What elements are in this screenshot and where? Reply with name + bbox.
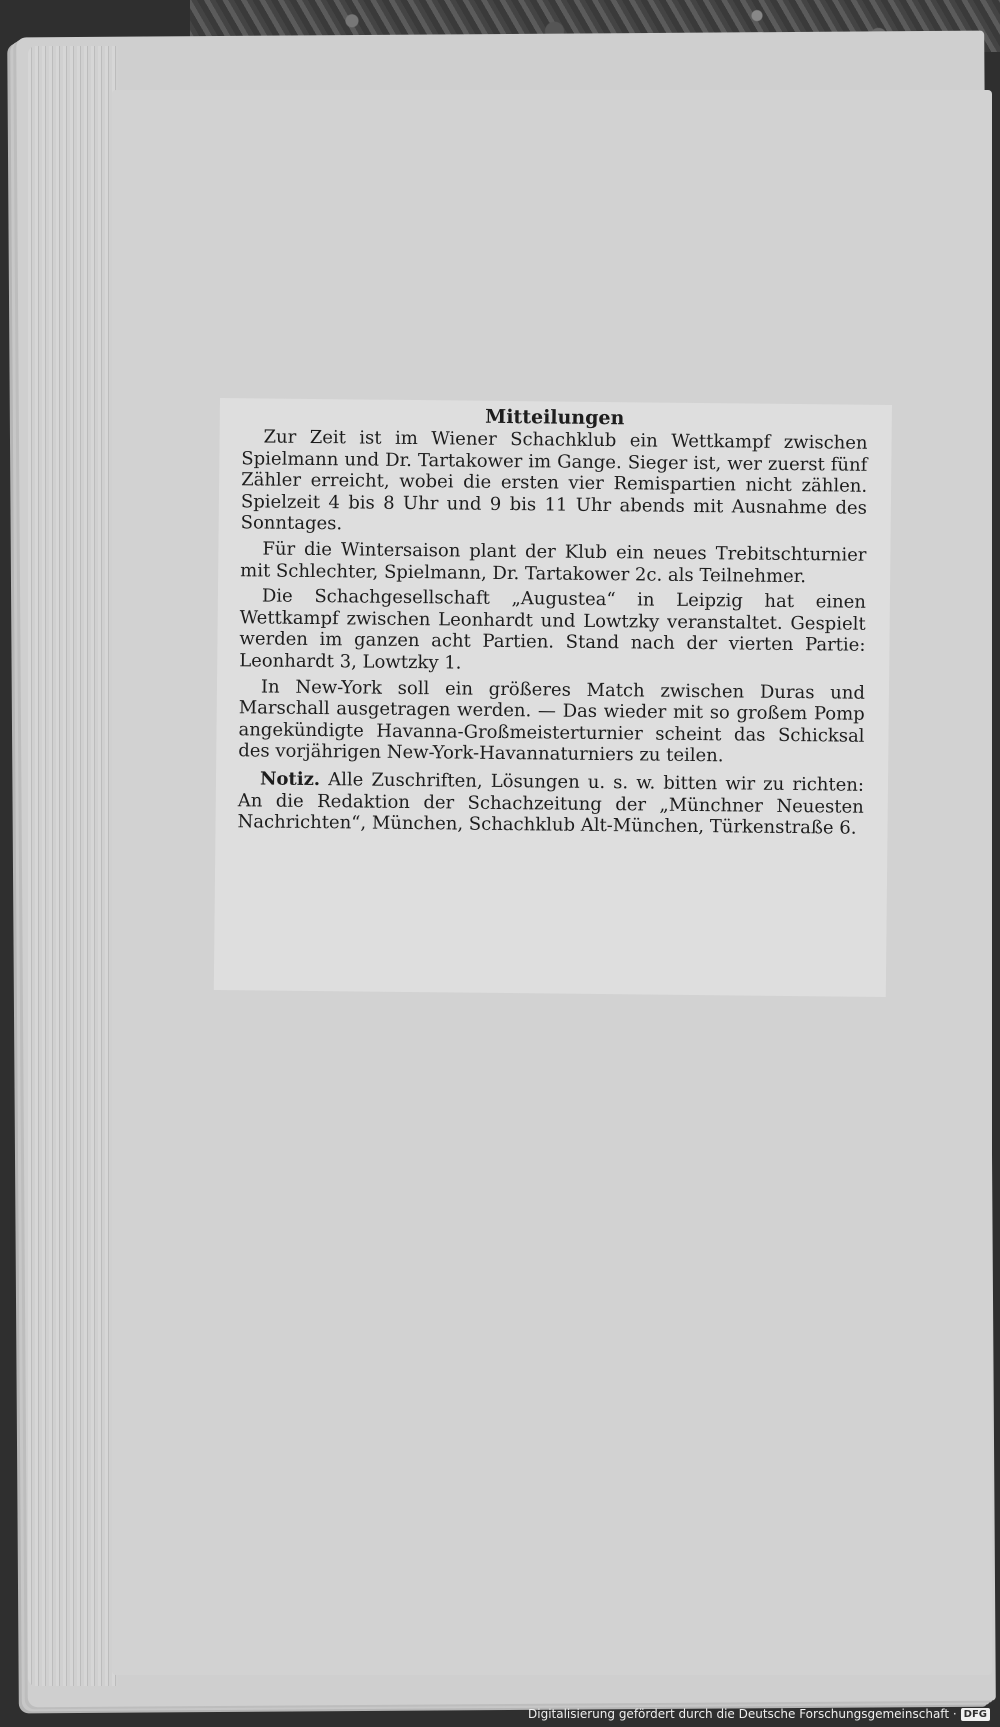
- paragraph-wintersaison: Für die Wintersaison plant der Klub ein neues Trebitschturnier mit Schlechter, Spielmann, Dr. Tartakower 2c. als Teilnehmer.: [240, 538, 867, 587]
- paragraph-wettkampf: Zur Zeit ist im Wiener Schachklub ein Wettkampf zwischen Spielmann und Dr. Tartakower im Gange. Sieger ist, wer zuerst fünf Zähler erreicht, wobei die ersten vier Remispartien nicht zählen. Spielzeit 4 bis 8 Uhr und 9 bis 11 Uhr abends mit Ausnahme des Sonntages.: [240, 426, 868, 535]
- dfg-logo: DFG: [961, 1708, 990, 1721]
- newspaper-clipping: [214, 398, 892, 997]
- paragraph-new-york: In New-York soll ein größeres Match zwischen Duras und Marschall ausgetragen werden. — Das wieder mit so großem Pomp angekündigte Havanna-Großmeisterturnier scheint das Schicksal des vorjährigen New-York-Havannaturniers zu teilen.: [238, 675, 866, 767]
- page-edges: [28, 46, 118, 1686]
- notiz-text: Alle Zuschriften, Lösungen u. s. w. bitten wir zu richten: An die Redaktion der Schachzeitung der „Münchner Neuesten Nachrichten“, München, Schachklub Alt-München, Türkenstraße 6.: [237, 768, 865, 839]
- footer-text: Digitalisierung gefördert durch die Deutsche Forschungsgemeinschaft ·: [528, 1707, 957, 1721]
- paragraph-leipzig: Die Schachgesellschaft „Augustea“ in Leipzig hat einen Wettkampf zwischen Leonhardt und Lowtzky veranstaltet. Gespielt werden im ganzen acht Partien. Stand nach der vierten Partie: Leonhardt 3, Lowtzky 1.: [239, 585, 867, 674]
- notiz-paragraph: [237, 768, 864, 839]
- notiz-label: Notiz.: [259, 768, 321, 790]
- clipping-title: Mitteilungen: [485, 405, 625, 430]
- digitization-footer: [528, 1704, 990, 1724]
